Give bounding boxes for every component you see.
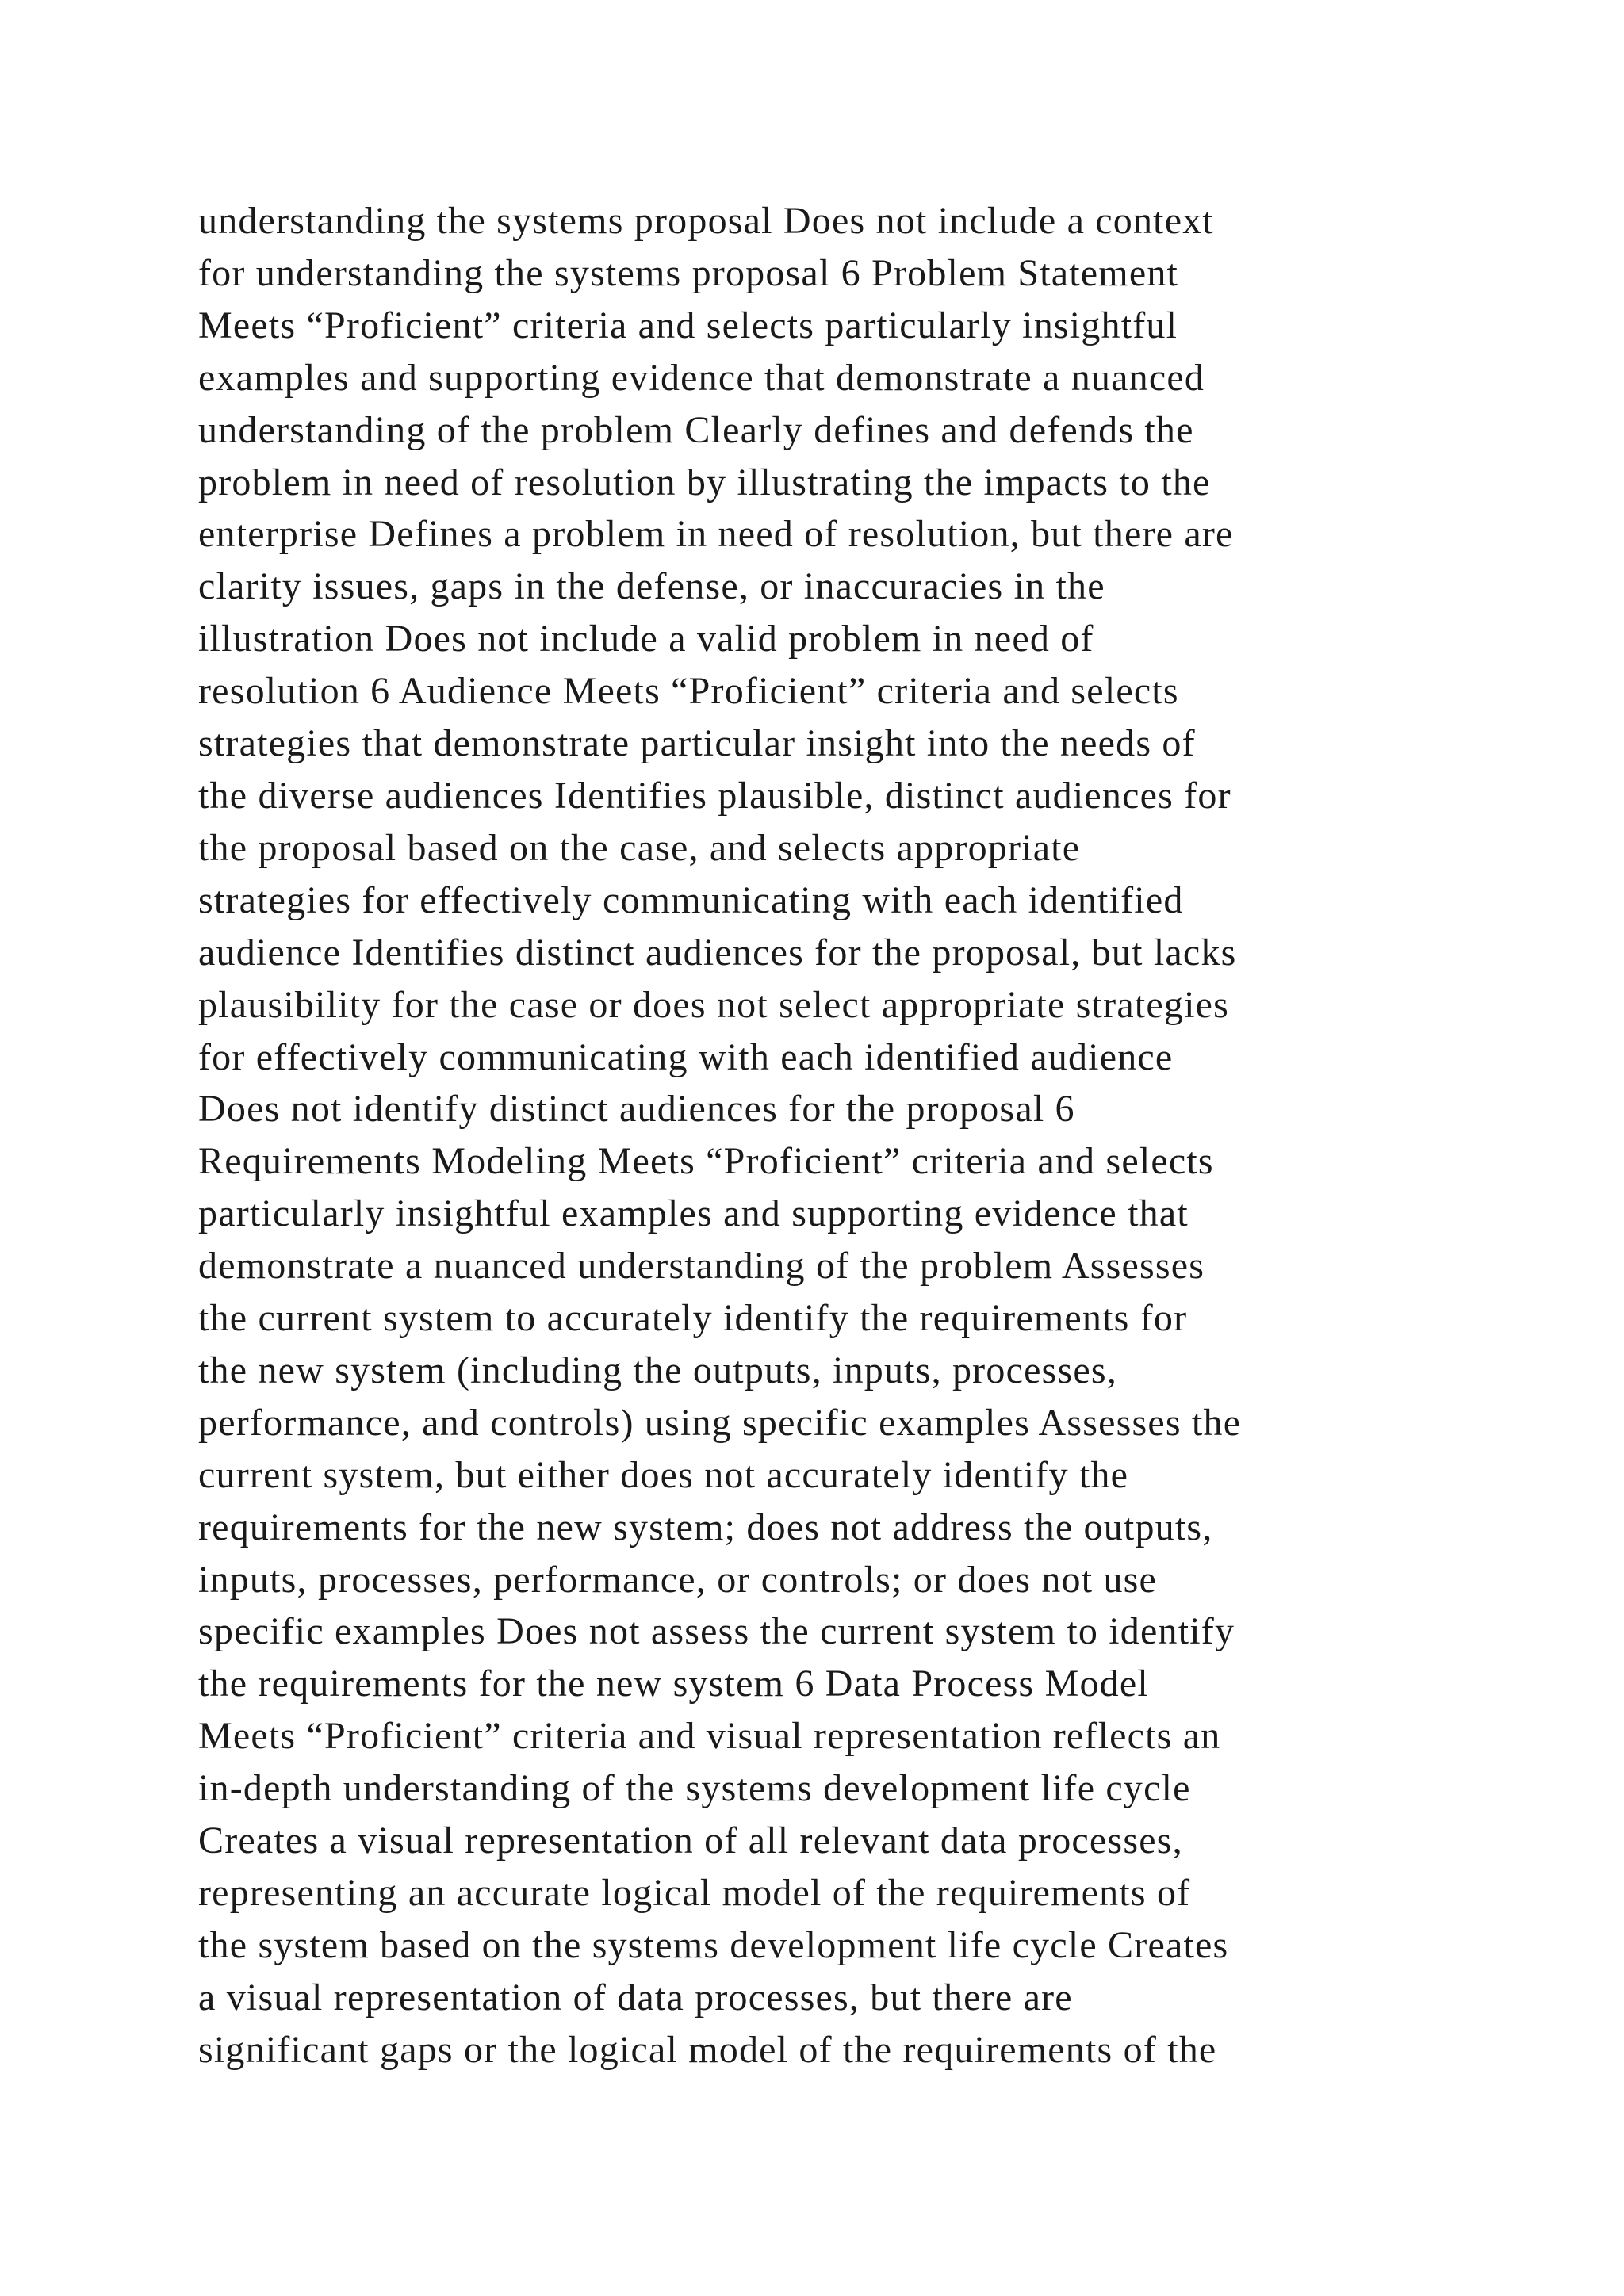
text-line: clarity issues, gaps in the defense, or inaccuracies in the [198,565,1105,608]
text-line: the current system to accurately identify the requirements for [198,1297,1188,1340]
text-line: significant gaps or the logical model of the requirements of the [198,2028,1217,2071]
text-line: particularly insightful examples and supporting evidence that [198,1192,1189,1235]
text-line: the requirements for the new system 6 Data Process Model [198,1663,1149,1705]
text-line: the proposal based on the case, and selects appropriate [198,826,1081,869]
text-line: the new system (including the outputs, inputs, processes, [198,1349,1117,1391]
text-line: Requirements Modeling Meets “Proficient” criteria and selects [198,1140,1214,1183]
text-line: Creates a visual representation of all relevant data processes, [198,1820,1183,1862]
text-line: current system, but either does not accurately identify the [198,1453,1129,1496]
text-line: understanding the systems proposal Does not include a context [198,200,1214,242]
text-line: plausibility for the case or does not select appropriate strategies [198,983,1229,1026]
text-line: Meets “Proficient” criteria and selects particularly insightful [198,304,1178,346]
text-line: the system based on the systems development life cycle Creates [198,1923,1229,1966]
text-line: strategies that demonstrate particular insight into the needs of [198,722,1196,765]
text-line: Meets “Proficient” criteria and visual representation reflects an [198,1715,1221,1758]
text-line: performance, and controls) using specific examples Assesses the [198,1401,1242,1444]
text-line: examples and supporting evidence that demonstrate a nuanced [198,356,1205,399]
text-line: inputs, processes, performance, or controls; or does not use [198,1558,1158,1601]
text-line: audience Identifies distinct audiences for the proposal, but lacks [198,931,1237,974]
text-line: for understanding the systems proposal 6 Problem Statement [198,251,1179,294]
text-line: for effectively communicating with each identified audience [198,1035,1174,1078]
text-line: a visual representation of data processes, but there are [198,1976,1073,2019]
text-line: resolution 6 Audience Meets “Proficient” criteria and selects [198,670,1179,713]
text-line: strategies for effectively communicating with each identified [198,878,1184,921]
rubric-text-body [198,195,1499,2076]
text-line: illustration Does not include a valid problem in need of [198,618,1094,660]
text-line: representing an accurate logical model of the requirements of [198,1872,1191,1914]
text-line: demonstrate a nuanced understanding of the problem Assesses [198,1245,1205,1288]
text-line: Does not identify distinct audiences for the proposal 6 [198,1088,1075,1131]
text-line: problem in need of resolution by illustrating the impacts to the [198,461,1211,503]
text-line: in-depth understanding of the systems development life cycle [198,1767,1191,1810]
text-line: enterprise Defines a problem in need of resolution, but there are [198,513,1234,556]
text-line: the diverse audiences Identifies plausible, distinct audiences for [198,774,1231,817]
text-line: understanding of the problem Clearly defines and defends the [198,408,1194,451]
text-line: specific examples Does not assess the current system to identify [198,1610,1235,1653]
text-line: requirements for the new system; does not address the outputs, [198,1506,1213,1548]
